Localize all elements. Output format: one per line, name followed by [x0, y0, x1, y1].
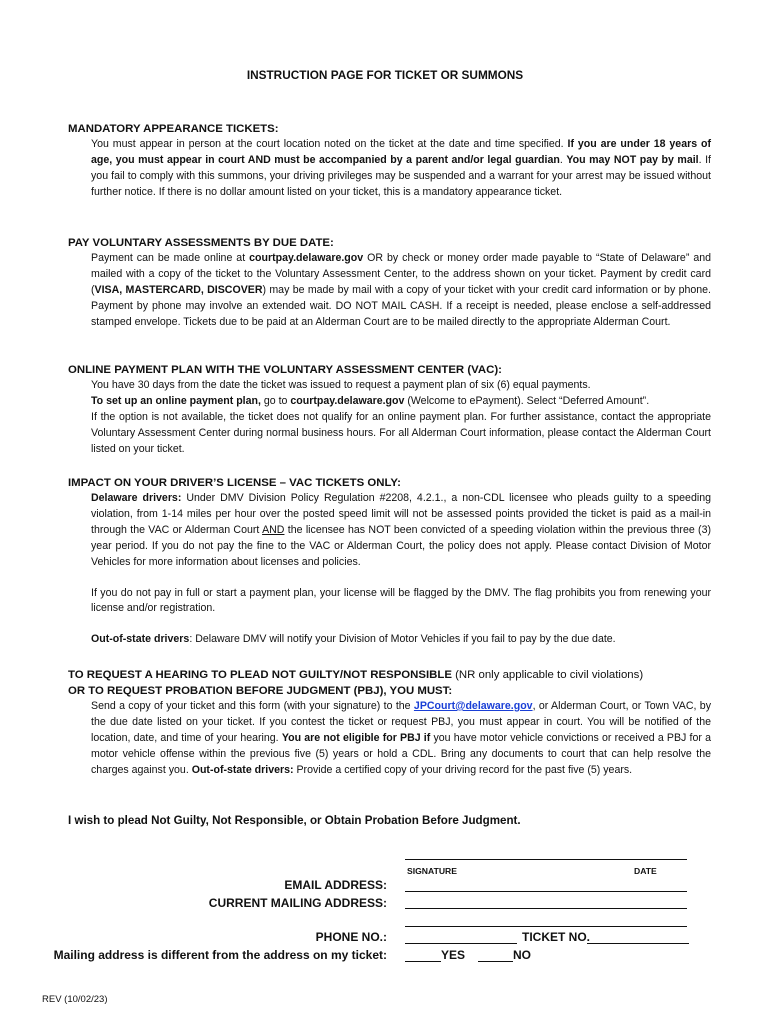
plead-statement: I wish to plead Not Guilty, Not Responsible, or Obtain Probation Before Judgment.	[68, 814, 521, 827]
phone-label: PHONE NO.:	[315, 930, 387, 944]
signature-line[interactable]	[405, 859, 687, 860]
signature-label: SIGNATURE	[407, 866, 457, 876]
section-heading: MANDATORY APPEARANCE TICKETS:	[68, 123, 279, 135]
page-title: INSTRUCTION PAGE FOR TICKET OR SUMMONS	[246, 68, 524, 82]
section-body: Payment can be made online at courtpay.delaware.gov OR by check or money order made payable to “State of Delaware” and mailed with a copy of the ticket to the Voluntary Assessment Center, to the address shown on your ticket. Payment by credit card (VISA, MASTERCARD, DISCOVER) may be made by mail with a copy of your ticket with your credit card information or by phone. Payment by phone may involve an extended wait. DO NOT MAIL CASH. If a receipt is needed, please enclose a self-addressed stamped envelope. Tickets due to be paid at an Alderman Court are to be mailed directly to the appropriate Alderman Court.	[91, 252, 711, 328]
section-pay-assessments	[68, 235, 718, 331]
different-address-label: Mailing address is different from the address on my ticket:	[53, 948, 387, 962]
section-heading: PAY VOLUNTARY ASSESSMENTS BY DUE DATE:	[68, 237, 334, 249]
no-option: NO	[513, 948, 531, 962]
yes-line[interactable]	[405, 961, 441, 962]
mailing-address-label: CURRENT MAILING ADDRESS:	[208, 896, 387, 910]
revision-date: REV (10/02/23)	[42, 994, 108, 1005]
ticket-no-label: TICKET NO.	[522, 930, 590, 944]
section-body: You have 30 days from the date the ticket was issued to request a payment plan of six (6) equal payments. To set up an online payment plan, go to courtpay.delaware.gov (Welcome to ePayment). Select “Deferred Amount”. If the option is not available, the ticket does not qualify for an online payment plan. For further assistance, contact the appropriate Voluntary Assessment Center during normal business hours. For all Alderman Court information, please contact the Alderman Court listed on your ticket.	[91, 379, 711, 455]
section-body: Send a copy of your ticket and this form (with your signature) to the JPCourt@delaware.gov, or Alderman Court, or Town VAC, by the due date listed on your ticket. If you contest the ticket or request PBJ, you must appear in court. You will be notified of the location, date, and time of your hearing. You are not eligible for PBJ if you have motor vehicle convictions or received a PBJ for a motor vehicle offense within the previous five (5) years or hold a CDL. Bring any documents to court that can help resolve the charges against you. Out-of-state drivers: Provide a certified copy of your driving record for the past five (5) years.	[91, 700, 711, 776]
ticket-no-line[interactable]	[587, 943, 689, 944]
section-mandatory-appearance	[68, 121, 718, 201]
yes-option: YES	[441, 948, 466, 962]
email-address-label: EMAIL ADDRESS:	[284, 878, 387, 892]
mailing-address-line-2[interactable]	[405, 926, 687, 927]
section-heading-2: OR TO REQUEST PROBATION BEFORE JUDGMENT (PBJ), YOU MUST:	[68, 685, 453, 697]
email-link[interactable]: JPCourt@delaware.gov	[413, 700, 533, 712]
date-label: DATE	[634, 866, 657, 876]
no-line[interactable]	[478, 961, 513, 962]
phone-line[interactable]	[405, 943, 517, 944]
section-body: You must appear in person at the court location noted on the ticket at the date and time specified. If you are under 18 years of age, you must appear in court AND must be accompanied by a parent and/or legal guardian. You may NOT pay by mail. If you fail to comply with this summons, your driving privileges may be suspended and a warrant for your arrest may be issued without further notice. If there is no dollar amount listed on your ticket, this is a mandatory appearance ticket.	[91, 138, 711, 198]
section-request-hearing	[68, 667, 718, 779]
section-heading: ONLINE PAYMENT PLAN WITH THE VOLUNTARY ASSESSMENT CENTER (VAC):	[68, 364, 502, 376]
email-address-line[interactable]	[405, 891, 687, 892]
section-online-payment-plan	[68, 362, 718, 458]
section-body: Delaware drivers: Under DMV Division Policy Regulation #2208, 4.2.1., a non-CDL licensee who pleads guilty to a speeding violation, from 1-14 miles per hour over the posted speed limit will not be assessed points provided the ticket is paid as a mail-in through the VAC or Alderman Court AND the licensee has NOT been convicted of a speeding violation within the previous three (3) year period. If you do not pay the fine to the VAC or Alderman Court, the policy does not apply. Please contact Division of Motor Vehicles for more information about licenses and policies. If you do not pay in full or start a payment plan, your license will be flagged by the DMV. The flag prohibits you from renewing your license and/or registration. Out-of-state drivers: Delaware DMV will notify your Division of Motor Vehicles if you fail to pay by the due date.	[91, 492, 711, 646]
section-heading: IMPACT ON YOUR DRIVER’S LICENSE – VAC TICKETS ONLY:	[68, 477, 401, 489]
section-heading: TO REQUEST A HEARING TO PLEAD NOT GUILTY/NOT RESPONSIBLE (NR only applicable to civil violations)	[68, 669, 644, 681]
mailing-address-line-1[interactable]	[405, 908, 687, 909]
section-drivers-license-impact	[68, 475, 718, 648]
